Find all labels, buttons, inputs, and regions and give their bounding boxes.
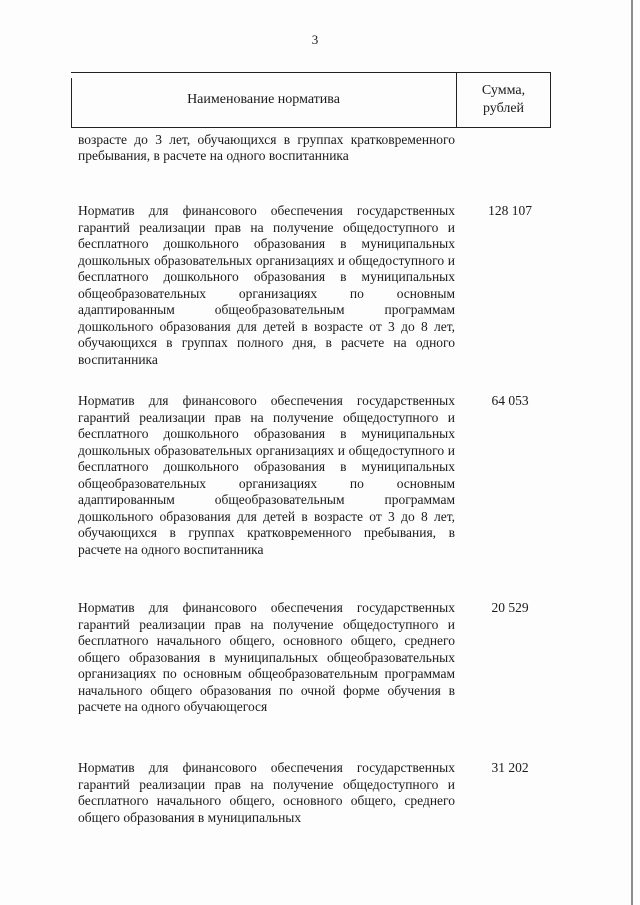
page-number: 3 [311,32,319,47]
table-row-sum: 64 053 [491,393,529,408]
continuation-text: возрасте до 3 лет, обучающихся в группах кратковременного пребывания, в расчете на одного воспитанника [78,132,455,163]
table-header [71,72,551,128]
column-header-sum-line1: Сумма, [481,83,526,98]
column-header-name: Наименование норматива [187,92,340,107]
table-row-sum: 20 529 [491,600,529,615]
page-edge-shadow [631,0,633,905]
table-row-sum: 128 107 [488,203,532,218]
table-row-name: Норматив для финансового обеспечения государственных гарантий реализации прав на получение общедоступного и бесплатного дошкольного образования в муниципальных дошкольных образовательных организациях и общедоступного и бесплатного дошкольного образования в муниципальных общеобразовательных организациях по основным адаптированным общеобразовательным программам дошкольного образования для детей в возрасте от 3 до 8 лет, обучающихся в группах кратковременного пребывания, в расчете на одного воспитанника [78,393,455,557]
table-row-name: Норматив для финансового обеспечения государственных гарантий реализации прав на получение общедоступного и бесплатного начального общего, основного общего, среднего общего образования в муниципальных [78,760,455,825]
table-row-name: Норматив для финансового обеспечения государственных гарантий реализации прав на получение общедоступного и бесплатного начального общего, основного общего, среднего общего образования в муниципальных общеобразовательных организациях по основным общеобразовательным программам начального общего образования по очной форме обучения в расчете на одного обучающегося [78,600,455,714]
table-row-name: Норматив для финансового обеспечения государственных гарантий реализации прав на получение общедоступного и бесплатного дошкольного образования в муниципальных дошкольных образовательных организациях и общедоступного и бесплатного дошкольного образования в муниципальных общеобразовательных организациях по основным адаптированным общеобразовательным программам дошкольного образования для детей в возрасте от 3 до 8 лет, обучающихся в группах полного дня, в расчете на одного воспитанника [78,203,455,367]
table-row-sum: 31 202 [491,760,529,775]
column-header-sum-line2: рублей [482,101,525,116]
column-header-sum [456,72,551,128]
